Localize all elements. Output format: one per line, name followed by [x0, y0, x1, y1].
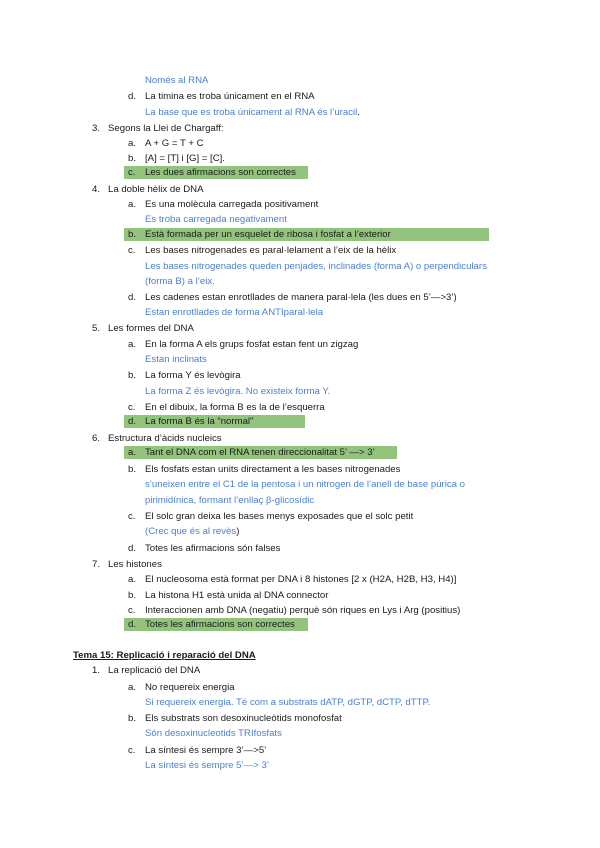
question-number: 5.: [92, 323, 101, 334]
option-marker: b.: [128, 229, 137, 240]
option-text: La forma B és la “normal”: [145, 416, 254, 427]
highlighted-correct-answer: [124, 228, 489, 241]
option-marker: b.: [128, 464, 137, 475]
option-marker: a.: [128, 138, 137, 149]
option-text: Les bases nitrogenades es paral·lelament a l’eix de la hèlix: [145, 245, 397, 256]
question-title: Les histones: [108, 559, 162, 570]
option-text: La histona H1 està unida al DNA connector: [145, 590, 329, 601]
option-text: No requereix energia: [145, 682, 235, 693]
option-marker: c.: [128, 402, 136, 413]
option-marker: d.: [128, 416, 137, 427]
option-text: [A] = [T] i [G] = [C].: [145, 153, 225, 164]
option-marker: a.: [128, 199, 137, 210]
option-text: En la forma A els grups fosfat estan fent un zigzag: [145, 339, 359, 350]
option-text: Es una molècula carregada positivament: [145, 199, 319, 210]
answer-note: Només al RNA: [145, 75, 209, 86]
answer-note: Si requereix energia. Té com a substrats dATP, dGTP, dCTP, dTTP.: [145, 697, 431, 708]
answer-note: [145, 525, 239, 538]
question-title: Segons la Llei de Chargaff:: [108, 123, 224, 134]
question-number: 7.: [92, 559, 101, 570]
option-marker: c.: [128, 245, 136, 256]
highlighted-correct-answer: [124, 415, 305, 428]
answer-text: (Crec que és al revès: [145, 526, 237, 537]
option-marker: b.: [128, 713, 137, 724]
option-text: La forma Y és levògira: [145, 370, 241, 381]
option-marker: c.: [128, 167, 136, 178]
question-number: 3.: [92, 123, 101, 134]
answer-note: s’uneixen entre el C1 de la pentosa i un nitrogen de l’anell de base púrica o: [145, 479, 466, 490]
option-marker: b.: [128, 370, 137, 381]
highlighted-correct-answer: [124, 166, 308, 179]
section-heading: Tema 15: Replicació i reparació del DNA: [73, 650, 256, 661]
highlighted-correct-answer: [124, 618, 308, 631]
highlighted-correct-answer: [124, 446, 397, 459]
option-marker: b.: [128, 153, 137, 164]
option-text: Tant el DNA com el RNA tenen direccionalitat 5’ —> 3’: [145, 447, 375, 458]
option-marker: b.: [128, 590, 137, 601]
answer-note: Són desoxinucleotids TRIfosfats: [145, 728, 282, 739]
answer-note: Les bases nitrogenades queden penjades, inclinades (forma A) o perpendiculars: [145, 261, 487, 272]
answer-note: (forma B) a l’eix.: [145, 276, 215, 287]
option-marker: a.: [128, 447, 137, 458]
option-marker: d.: [128, 292, 137, 303]
option-text: Totes les afirmacions són falses: [145, 543, 281, 554]
option-text: Els fosfats estan units directament a les bases nitrogenades: [145, 464, 401, 475]
option-marker: d.: [128, 619, 137, 630]
option-text: Interaccionen amb DNA (negatiu) perquè són riques en Lys i Arg (positius): [145, 605, 461, 616]
answer-period: .: [357, 107, 360, 118]
question-number: 6.: [92, 433, 101, 444]
option-marker: a.: [128, 682, 137, 693]
option-marker: d.: [128, 543, 137, 554]
answer-note: La síntesi és sempre 5’—> 3’: [145, 760, 269, 771]
option-text: Les cadenes estan enrotllades de manera paral·lela (les dues en 5’—>3’): [145, 292, 457, 303]
option-text: En el dibuix, la forma B es la de l’esquerra: [145, 402, 325, 413]
option-text: El solc gran deixa les bases menys exposades que el solc petit: [145, 511, 414, 522]
option-marker: c.: [128, 605, 136, 616]
option-marker: c.: [128, 745, 136, 756]
answer-note: [145, 106, 360, 119]
answer-note: Estan enrotllades de forma ANTIparal·lela: [145, 307, 324, 318]
question-number: 1.: [92, 665, 101, 676]
option-text: La síntesi és sempre 3’—>5’: [145, 745, 267, 756]
option-marker: a.: [128, 339, 137, 350]
option-text: Els substrats son desoxinucleòtids monofosfat: [145, 713, 342, 724]
option-marker: d.: [128, 91, 137, 102]
option-text: Totes les afirmacions son correctes: [145, 619, 295, 630]
option-text: Les dues afirmacions son correctes: [145, 167, 296, 178]
option-marker: a.: [128, 574, 137, 585]
option-text: A + G = T + C: [145, 138, 204, 149]
option-marker: c.: [128, 511, 136, 522]
answer-note: La forma Z és levògira. No existeix forma Y.: [145, 386, 331, 397]
option-text: Està formada per un esquelet de ribosa i fosfat a l’exterior: [145, 229, 391, 240]
question-title: La doble hèlix de DNA: [108, 184, 204, 195]
answer-text: La base que es troba únicament al RNA és l’uracil: [145, 107, 358, 118]
answer-note: Es troba carregada negativament: [145, 214, 287, 225]
answer-paren: ): [236, 526, 240, 537]
question-number: 4.: [92, 184, 101, 195]
option-text: El nucleosoma està format per DNA i 8 histones [2 x (H2A, H2B, H3, H4)]: [145, 574, 457, 585]
option-text: La timina es troba únicament en el RNA: [145, 91, 315, 102]
question-title: Les formes del DNA: [108, 323, 194, 334]
question-title: La replicació del DNA: [108, 665, 201, 676]
answer-note: pirimidínica, formant l’enllaç β-glicosídic: [145, 495, 315, 506]
answer-note: Estan inclinats: [145, 354, 207, 365]
question-title: Estructura d’àcids nucleics: [108, 433, 222, 444]
